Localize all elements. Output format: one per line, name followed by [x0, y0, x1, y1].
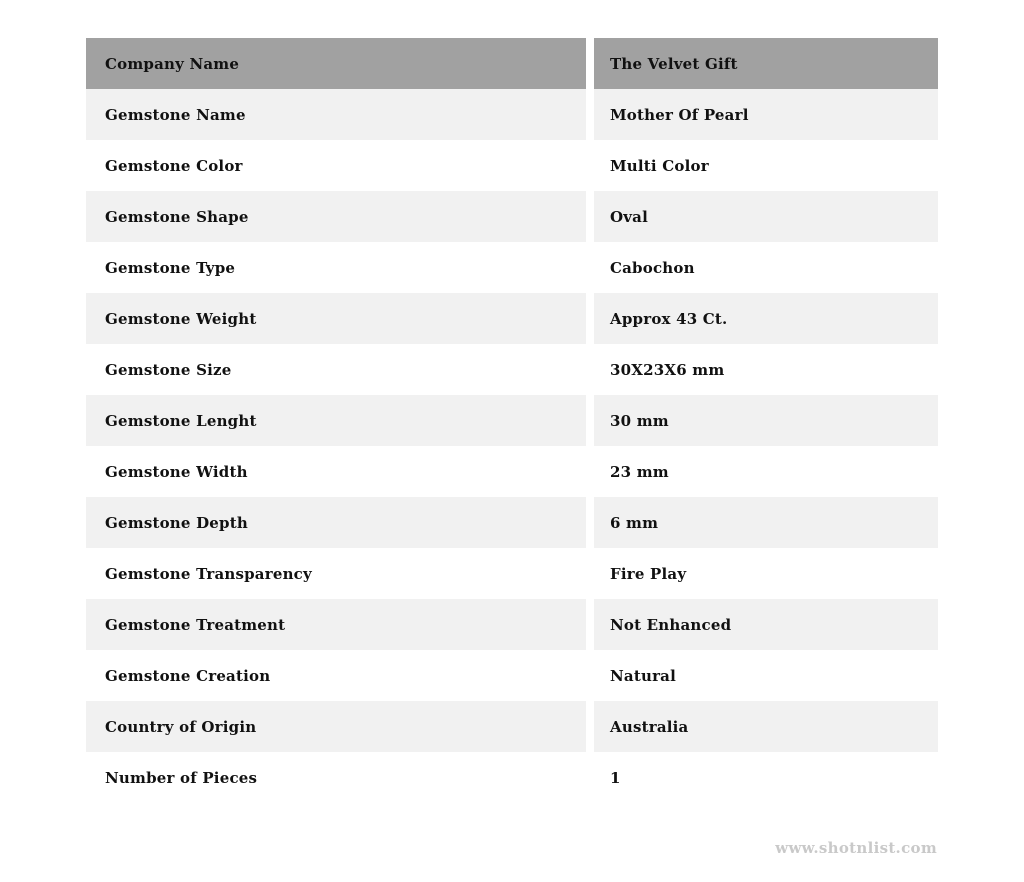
header-value-cell: The Velvet Gift [594, 38, 938, 89]
header-label-cell: Company Name [86, 38, 586, 89]
row-label-cell: Gemstone Weight [86, 293, 586, 344]
row-value-cell: 1 [610, 768, 621, 787]
row-value-cell: Approx 43 Ct. [594, 293, 938, 344]
row-value-cell: 30 mm [594, 395, 938, 446]
row-label-cell: Gemstone Transparency [105, 564, 312, 583]
row-label-cell: Gemstone Depth [86, 497, 586, 548]
table-row [86, 293, 938, 344]
table-row [86, 191, 938, 242]
row-value-cell: Fire Play [610, 564, 687, 583]
row-value-cell: 23 mm [610, 462, 669, 481]
row-label-cell: Gemstone Size [105, 360, 232, 379]
row-value-cell: 6 mm [594, 497, 938, 548]
gemstone-spec-table [86, 38, 938, 803]
row-label-cell: Gemstone Creation [105, 666, 271, 685]
table-row [86, 140, 938, 191]
table-row [86, 548, 938, 599]
table-header-row [86, 38, 938, 89]
table-row [86, 89, 938, 140]
table-row [86, 752, 938, 803]
table-row [86, 497, 938, 548]
table-row [86, 344, 938, 395]
row-label-cell: Gemstone Type [105, 258, 236, 277]
row-value-cell: Not Enhanced [594, 599, 938, 650]
row-value-cell: Australia [594, 701, 938, 752]
row-label-cell: Gemstone Lenght [86, 395, 586, 446]
watermark-text: www.shotnlist.com [775, 839, 937, 857]
table-row [86, 395, 938, 446]
row-value-cell: Oval [594, 191, 938, 242]
row-value-cell: Mother Of Pearl [594, 89, 938, 140]
row-label-cell: Gemstone Treatment [86, 599, 586, 650]
row-label-cell: Gemstone Width [105, 462, 248, 481]
row-label-cell: Gemstone Name [86, 89, 586, 140]
row-label-cell: Gemstone Color [105, 156, 243, 175]
table-row [86, 650, 938, 701]
row-label-cell: Number of Pieces [105, 768, 258, 787]
row-label-cell: Gemstone Shape [86, 191, 586, 242]
table-row [86, 446, 938, 497]
table-row [86, 242, 938, 293]
row-value-cell: Multi Color [610, 156, 709, 175]
row-value-cell: 30X23X6 mm [610, 360, 725, 379]
row-label-cell: Country of Origin [86, 701, 586, 752]
table-row [86, 701, 938, 752]
row-value-cell: Cabochon [610, 258, 695, 277]
row-value-cell: Natural [610, 666, 676, 685]
table-row [86, 599, 938, 650]
